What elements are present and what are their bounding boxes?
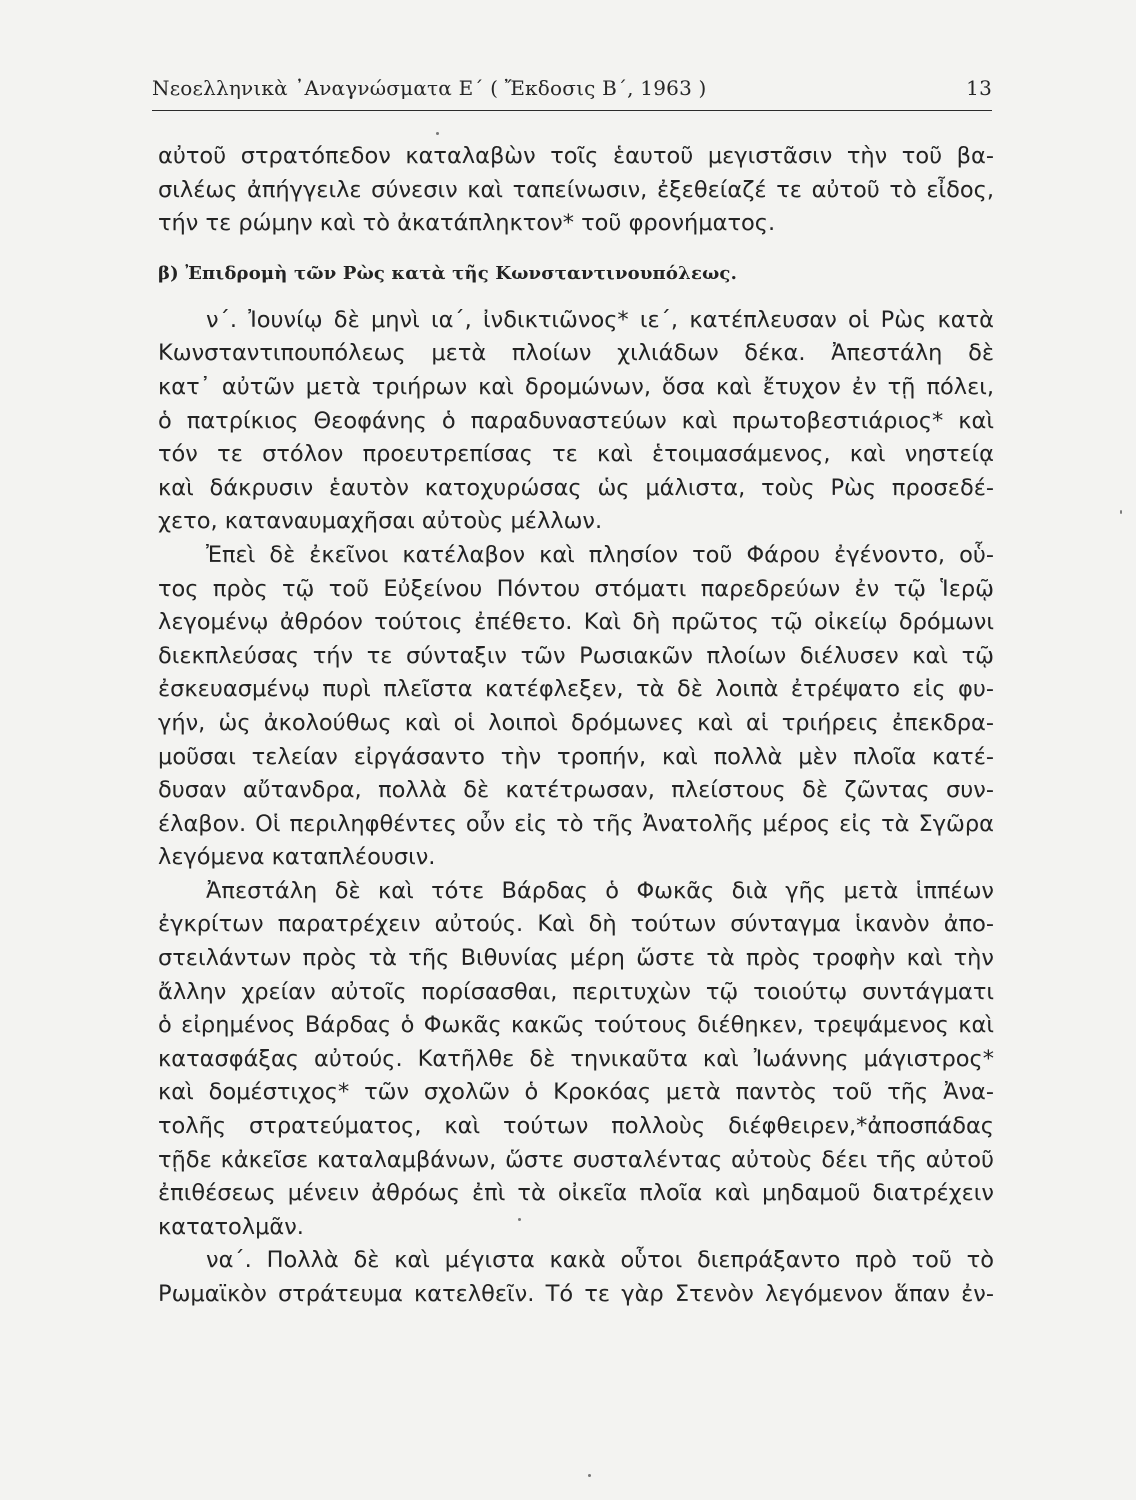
text-line: αὐτοῦ στρατόπεδον καταλαβὼν τοῖς ἑαυτοῦ μεγιστᾶσιν τὴν τοῦ βα- bbox=[158, 143, 994, 169]
text-line: Ἐπεὶ δὲ ἐκεῖνοι κατέλαβον καὶ πλησίον τοῦ Φάρου ἐγένοντο, οὗ- bbox=[206, 541, 994, 568]
text-line: Κωνσταντιπουπόλεως μετὰ πλοίων χιλιάδων δέκα. Ἀπεστάλη δὲ bbox=[158, 340, 994, 367]
page-body bbox=[158, 140, 994, 1312]
text-line: ἐπιθέσεως μένειν ἀθρόως ἐπὶ τὰ οἰκεῖα πλοῖα καὶ μηδαμοῦ διατρέχειν bbox=[158, 1180, 994, 1207]
page-header bbox=[152, 74, 992, 111]
text-line: Ἀπεστάλη δὲ καὶ τότε Βάρδας ὁ Φωκᾶς διὰ γῆς μετὰ ἱππέων bbox=[206, 877, 994, 904]
text-line: καὶ δάκρυσιν ἑαυτὸν κατοχυρώσας ὡς μάλιστα, τοὺς Ρὼς προσεδέ- bbox=[158, 474, 994, 501]
text-line: στειλάντων πρὸς τὰ τῆς Βιθυνίας μέρη ὥστε τὰ πρὸς τροφὴν καὶ τὴν bbox=[158, 945, 994, 972]
text-line: ὁ εἰρημένος Βάρδας ὁ Φωκᾶς κακῶς τούτους διέθηκεν, τρεψάμενος καὶ bbox=[158, 1012, 994, 1039]
text-line: τήν τε ρώμην καὶ τὸ ἀκατάπληκτον* τοῦ φρονήματος. bbox=[158, 210, 776, 237]
paragraph bbox=[158, 304, 994, 539]
text-line: τολῆς στρατεύματος, καὶ τούτων πολλοὺς διέφθειρεν,*ἀποσπάδας bbox=[158, 1113, 994, 1140]
text-line: καὶ δομέστιχος* τῶν σχολῶν ὁ Κροκόας μετὰ παντὸς τοῦ τῆς Ἀνα- bbox=[158, 1079, 994, 1106]
text-line: Ρωμαϊκὸν στράτευμα κατελθεῖν. Τό τε γὰρ Στενὸν λεγόμενον ἅπαν ἐν- bbox=[158, 1281, 994, 1307]
text-line: κατατολμᾶν. bbox=[158, 1213, 304, 1240]
scan-speck bbox=[436, 132, 439, 135]
text-line: γήν, ὡς ἀκολούθως καὶ οἱ λοιποὶ δρόμωνες καὶ αἱ τριήρεις ἐπεκδρα- bbox=[158, 709, 994, 736]
scan-speck bbox=[1120, 510, 1122, 514]
text-line: κατ᾽ αὐτῶν μετὰ τριήρων καὶ δρομώνων, ὅσα καὶ ἔτυχον ἐν τῇ πόλει, bbox=[158, 373, 994, 400]
page-number: 13 bbox=[966, 76, 992, 100]
text-line: διεκπλεύσας τήν τε σύνταξιν τῶν Ρωσιακῶν πλοίων διέλυσεν καὶ τῷ bbox=[158, 642, 994, 669]
scan-speck bbox=[518, 1218, 521, 1221]
paragraph bbox=[158, 140, 994, 241]
text-line: ἄλλην χρείαν αὐτοῖς πορίσασθαι, περιτυχὼν τῷ τοιούτῳ συντάγματι bbox=[158, 978, 994, 1005]
text-line: μοῦσαι τελείαν εἰργάσαντο τὴν τροπήν, καὶ πολλὰ μὲν πλοῖα κατέ- bbox=[158, 743, 994, 770]
paragraph bbox=[158, 539, 994, 875]
section-heading: β) Ἐπιδρομὴ τῶν Ρὼς κατὰ τῆς Κωνσταντινουπόλεως. bbox=[158, 262, 738, 284]
text-line: ὁ πατρίκιος Θεοφάνης ὁ παραδυναστεύων καὶ πρωτοβεστιάριος* καὶ bbox=[158, 407, 994, 434]
text-line: να΄. Πολλὰ δὲ καὶ μέγιστα κακὰ οὗτοι διεπράξαντο πρὸ τοῦ τὸ bbox=[206, 1247, 994, 1274]
scan-speck bbox=[588, 1474, 591, 1477]
text-line: λεγομένῳ ἀθρόον τούτοις ἐπέθετο. Καὶ δὴ πρῶτος τῷ οἰκείῳ δρόμωνι bbox=[158, 609, 994, 636]
text-line: χετο, καταναυμαχῆσαι αὐτοὺς μέλλων. bbox=[158, 508, 603, 535]
text-line: τόν τε στόλον προευτρεπίσας τε καὶ ἑτοιμασάμενος, καὶ νηστείᾳ bbox=[158, 441, 994, 468]
text-line: τῇδε κἀκεῖσε καταλαμβάνων, ὥστε συσταλέντας αὐτοὺς δέει τῆς αὐτοῦ bbox=[158, 1146, 994, 1173]
text-line: ἐσκευασμένῳ πυρὶ πλεῖστα κατέφλεξεν, τὰ δὲ λοιπὰ ἐτρέψατο εἰς φυ- bbox=[158, 676, 994, 703]
running-title: Νεοελληνικὰ ᾿Αναγνώσματα Ε΄ ( Ἔκδοσις Β΄, 1963 ) bbox=[152, 76, 707, 100]
text-line: δυσαν αὔτανδρα, πολλὰ δὲ κατέτρωσαν, πλείστους δὲ ζῶντας συν- bbox=[158, 777, 994, 804]
paragraph bbox=[158, 875, 994, 1245]
text-line: κατασφάξας αὐτούς. Κατῆλθε δὲ τηνικαῦτα καὶ Ἰωάννης μάγιστρος* bbox=[158, 1045, 994, 1072]
text-line: έλαβον. Οἱ περιληφθέντες οὖν εἰς τὸ τῆς Ἀνατολῆς μέρος εἰς τὰ Σγῶρα bbox=[158, 810, 994, 837]
text-line: ἐγκρίτων παρατρέχειν αὐτούς. Καὶ δὴ τούτων σύνταγμα ἱκανὸν ἀπο- bbox=[158, 911, 994, 938]
text-line: λεγόμενα καταπλέουσιν. bbox=[158, 844, 436, 871]
paragraph bbox=[158, 1244, 994, 1311]
text-line: σιλέως ἀπήγγειλε σύνεσιν καὶ ταπείνωσιν, ἐξεθείαζέ τε αὐτοῦ τὸ εἶδος, bbox=[158, 176, 994, 203]
text-line: ν΄. Ἰουνίῳ δὲ μηνὶ ια΄, ἰνδικτιῶνος* ιε΄, κατέπλευσαν οἱ Ρὼς κατὰ bbox=[206, 306, 994, 333]
text-line: τος πρὸς τῷ τοῦ Εὐξείνου Πόντου στόματι παρεδρεύων ἐν τῷ Ἱερῷ bbox=[158, 575, 994, 602]
